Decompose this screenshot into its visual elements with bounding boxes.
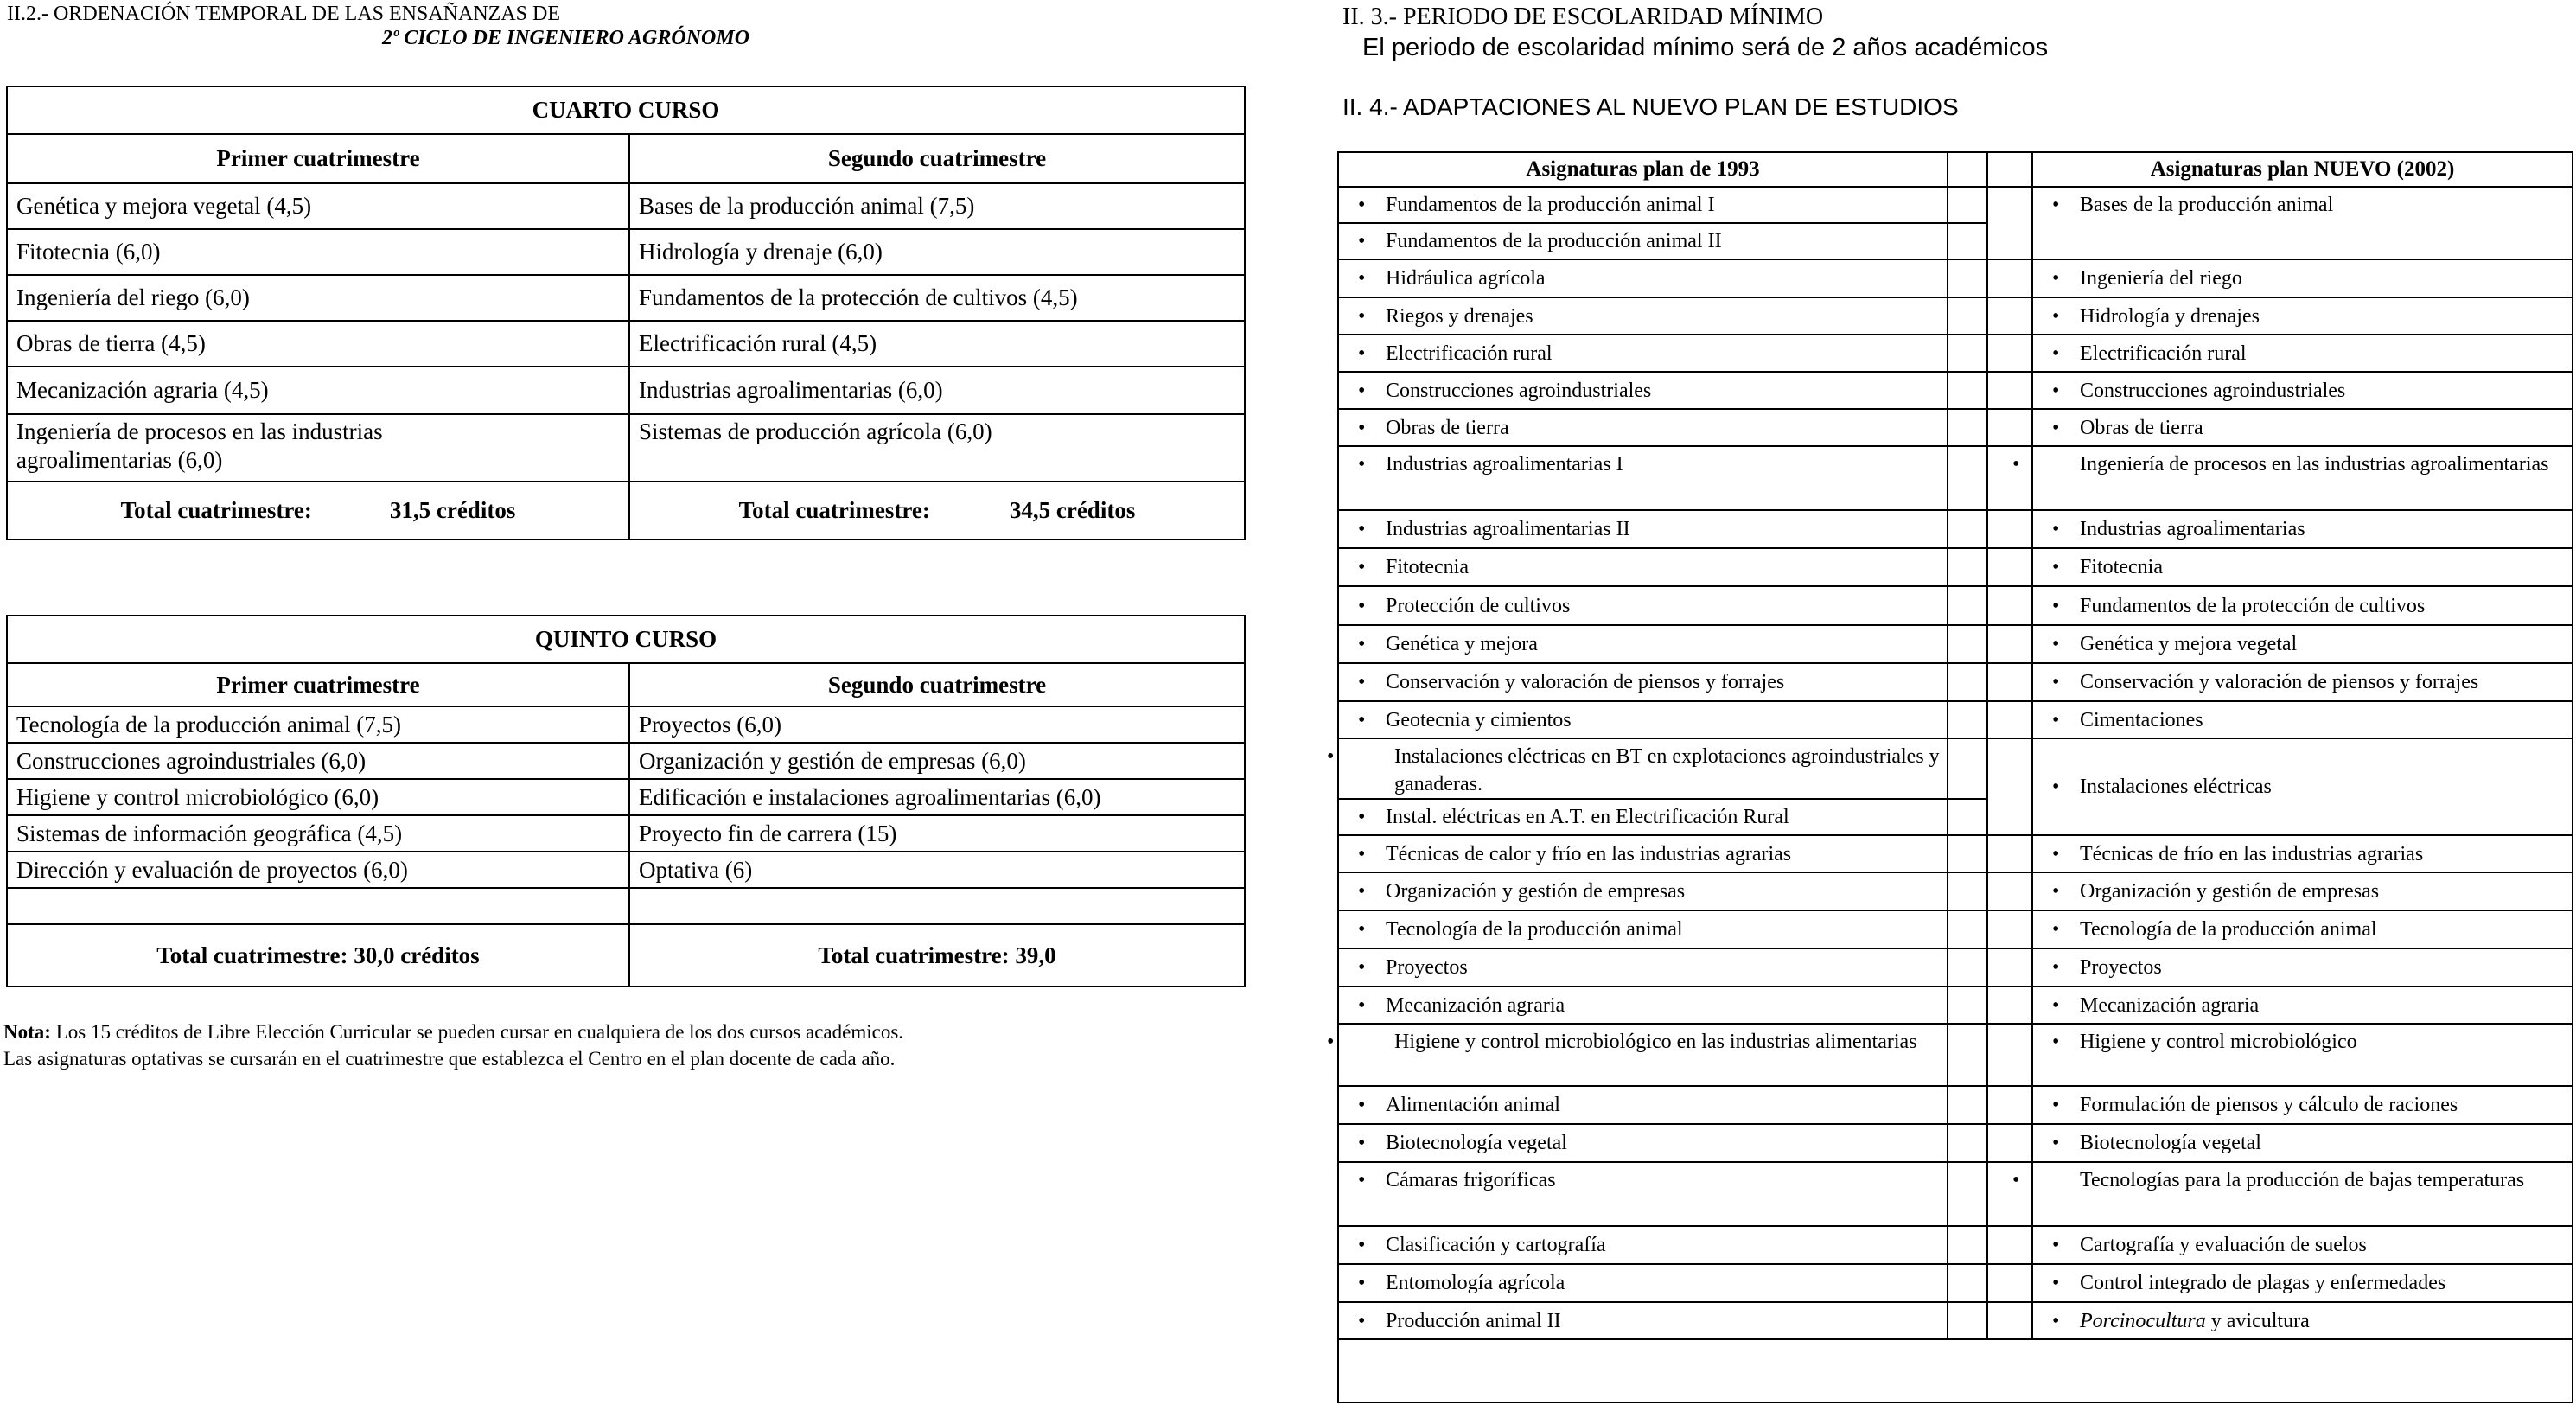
bullet-icon: • [1327,745,1335,768]
spacer-cell [1948,187,1987,223]
spacer-cell [1987,738,2032,835]
old-subject: • Electrificación rural [1338,335,1948,372]
spacer-cell [1987,1162,2032,1226]
table-cell: Higiene y control microbiológico (6,0) [7,779,629,815]
spacer-cell [1948,259,1987,297]
old-subject: • Genética y mejora [1338,625,1948,663]
old-subject: • Mecanización agraria [1338,987,1948,1024]
old-subject: • Cámaras frigoríficas [1338,1162,1948,1226]
spacer-cell [1948,910,1987,948]
section-number: II. 4.- [1342,93,1404,120]
table-cell: Ingeniería de procesos en las industrias agroalimentarias (6,0) [7,414,629,482]
new-subject: • Fitotecnia [2032,548,2573,586]
new-subject: • Ingeniería de procesos en las industrias agroalimentarias [2032,446,2573,510]
spacer-cell [1948,297,1987,335]
section-title-text: ADAPTACIONES AL NUEVO PLAN DE ESTUDIOS [1403,93,1959,120]
bullet-icon: • [1358,194,1366,216]
new-subject: • Biotecnología vegetal [2032,1124,2573,1162]
bullet-icon: • [2052,842,2060,865]
bullet-icon: • [1358,842,1366,865]
bullet-icon: • [2052,671,2060,693]
spacer-cell [1987,1302,2032,1339]
total-label: Total cuatrimestre: [120,497,312,523]
column-header: Primer cuatrimestre [7,134,629,183]
old-subject: • Conservación y valoración de piensos y forrajes [1338,663,1948,701]
table-cell: Hidrología y drenaje (6,0) [629,229,1245,275]
bullet-icon: • [1358,379,1366,402]
table-cell: Edificación e instalaciones agroalimentarias (6,0) [629,779,1245,815]
new-subject: • Control integrado de plagas y enfermedades [2032,1264,2573,1302]
bullet-icon: • [1327,1031,1335,1053]
spacer-cell [1948,1264,1987,1302]
old-subject: • Instal. eléctricas en A.T. en Electrificación Rural [1338,799,1948,835]
spacer-cell [1948,510,1987,548]
spacer-cell [1987,1264,2032,1302]
spacer-cell [1987,335,2032,372]
bullet-icon: • [2052,267,2060,290]
cuarto-curso-table [6,86,1246,540]
old-subject: • Alimentación animal [1338,1086,1948,1124]
total-cell: Total cuatrimestre: 39,0 [629,924,1245,987]
old-subject: • Organización y gestión de empresas [1338,872,1948,910]
old-subject: • Riegos y drenajes [1338,297,1948,335]
old-subject: • Fundamentos de la producción animal II [1338,223,1948,259]
spacer-cell [1987,1226,2032,1264]
old-subject: • Técnicas de calor y frío en las industrias agrarias [1338,835,1948,872]
spacer-cell [1987,510,2032,548]
bullet-icon: • [1358,993,1366,1017]
table-title: CUARTO CURSO [7,86,1245,134]
spacer-cell [1948,1162,1987,1226]
bullet-icon: • [2052,1094,2060,1116]
bullet-icon: • [1358,633,1366,655]
bullet-icon: • [1358,342,1366,365]
new-subject: • Proyectos [2032,948,2573,987]
bullet-icon: • [1358,918,1366,941]
column-header: Segundo cuatrimestre [629,134,1245,183]
spacer-cell [1987,187,2032,259]
table-cell: Electrificación rural (4,5) [629,321,1245,367]
bullet-icon: • [2052,194,2060,216]
spacer-cell [1987,586,2032,625]
total-cell: Total cuatrimestre: 30,0 créditos [7,924,629,987]
bullet-icon: • [1358,1309,1366,1332]
spacer-cell [1948,1124,1987,1162]
note-paragraph [3,1019,1300,1072]
spacer-cell [1987,872,2032,910]
column-header-old: Asignaturas plan de 1993 [1338,152,1948,187]
table-cell: Optativa (6) [629,852,1245,888]
spacer-cell [1987,152,2032,187]
bullet-icon: • [2052,342,2060,365]
bullet-icon: • [1358,1094,1366,1116]
bullet-icon: • [1358,556,1366,578]
old-subject: • Geotecnia y cimientos [1338,701,1948,738]
new-subject: • Instalaciones eléctricas [2032,738,2573,835]
note-label: Nota: [3,1021,51,1043]
right-column [1327,0,2576,1424]
spacer-cell [1948,372,1987,409]
spacer-cell [1987,948,2032,987]
bullet-icon: • [2052,880,2060,903]
spacer-cell [1948,409,1987,446]
new-subject: • Construcciones agroindustriales [2032,372,2573,409]
bullet-icon: • [1358,671,1366,693]
bullet-icon: • [2052,556,2060,578]
bullet-icon: • [1358,956,1366,979]
old-subject: • Entomología agrícola [1338,1264,1948,1302]
bullet-icon: • [2012,453,2020,476]
old-subject: • Industrias agroalimentarias II [1338,510,1948,548]
quinto-curso-table [6,615,1246,987]
new-subject: • Mecanización agraria [2032,987,2573,1024]
bullet-icon: • [1358,453,1366,476]
column-header: Primer cuatrimestre [7,663,629,706]
old-subject: • Biotecnología vegetal [1338,1124,1948,1162]
bullet-icon: • [1358,1132,1366,1154]
bullet-icon: • [2052,993,2060,1017]
empty-footer-row [1338,1339,2573,1402]
spacer-cell [1948,701,1987,738]
spacer-cell [1948,335,1987,372]
old-subject: • Obras de tierra [1338,409,1948,446]
spacer-cell [1987,446,2032,510]
adaptaciones-table [1327,151,2573,1403]
spacer-cell [1948,1086,1987,1124]
spacer-cell [1948,948,1987,987]
spacer-cell [1987,548,2032,586]
new-subject: • Cartografía y evaluación de suelos [2032,1226,2573,1264]
new-subject: • Industrias agroalimentarias [2032,510,2573,548]
bullet-icon: • [2052,416,2060,439]
bullet-icon: • [1358,230,1366,252]
bullet-icon: • [1358,267,1366,290]
spacer-cell [1948,1024,1987,1086]
table-cell: Ingeniería del riego (6,0) [7,275,629,321]
old-subject: • Hidráulica agrícola [1338,259,1948,297]
table-cell: Bases de la producción animal (7,5) [629,183,1245,229]
bullet-icon: • [2052,708,2060,731]
bullet-icon: • [2052,1272,2060,1294]
bullet-icon: • [2012,1169,2020,1191]
table-cell: Mecanización agraria (4,5) [7,367,629,414]
spacer-cell [1948,548,1987,586]
bullet-icon: • [1358,1234,1366,1256]
table-cell: Proyectos (6,0) [629,706,1245,743]
spacer-cell [1987,663,2032,701]
spacer-cell [1948,738,1987,799]
table-title: QUINTO CURSO [7,616,1245,663]
table-cell-empty [7,888,629,924]
table-cell: Proyecto fin de carrera (15) [629,815,1245,852]
section-title-text: PERIODO DE ESCOLARIDAD MÍNIMO [1402,3,1824,30]
escolaridad-text: El periodo de escolaridad mínimo será de 2 años académicos [1362,34,2049,61]
new-subject: • Electrificación rural [2032,335,2573,372]
total-cell [7,482,629,540]
section-number: II. 3.- [1342,3,1403,30]
bullet-icon: • [1358,708,1366,731]
spacer-cell [1948,872,1987,910]
total-value: 31,5 créditos [389,497,516,523]
old-subject: • Construcciones agroindustriales [1338,372,1948,409]
new-subject: • Hidrología y drenajes [2032,297,2573,335]
old-subject: • Tecnología de la producción animal [1338,910,1948,948]
section-subheading-ciclo: 2º CICLO DE INGENIERO AGRÓNOMO [382,27,750,49]
new-subject: • Técnicas de frío en las industrias agrarias [2032,835,2573,872]
spacer-cell [1987,259,2032,297]
old-subject: • Fundamentos de la producción animal I [1338,187,1948,223]
new-subject: • Conservación y valoración de piensos y forrajes [2032,663,2573,701]
note-line-1: Los 15 créditos de Libre Elección Curricular se pueden cursar en cualquiera de los dos cursos académicos. [50,1021,904,1043]
bullet-icon: • [2052,518,2060,540]
new-subject: • Organización y gestión de empresas [2032,872,2573,910]
section-heading-adaptaciones [1342,93,1959,121]
old-subject: • Industrias agroalimentarias I [1338,446,1948,510]
table-cell: Sistemas de información geográfica (4,5) [7,815,629,852]
spacer-cell [1987,1124,2032,1162]
spacer-cell [1987,1086,2032,1124]
old-subject: • Clasificación y cartografía [1338,1226,1948,1264]
spacer-cell [1948,799,1987,835]
spacer-cell [1948,835,1987,872]
bullet-icon: • [2052,1309,2060,1332]
spacer-cell [1987,910,2032,948]
new-subject: • Ingeniería del riego [2032,259,2573,297]
table-cell: Industrias agroalimentarias (6,0) [629,367,1245,414]
bullet-icon: • [2052,1132,2060,1154]
old-subject: • Proyectos [1338,948,1948,987]
bullet-icon: • [2052,304,2060,328]
bullet-icon: • [2052,379,2060,402]
old-subject: • Protección de cultivos [1338,586,1948,625]
column-header-new: Asignaturas plan NUEVO (2002) [2032,152,2573,187]
spacer-cell [1948,446,1987,510]
table-cell: Sistemas de producción agrícola (6,0) [629,414,1245,482]
spacer-cell [1987,701,2032,738]
spacer-cell [1948,1302,1987,1339]
table-cell: Fundamentos de la protección de cultivos (4,5) [629,275,1245,321]
spacer-cell [1948,586,1987,625]
section-heading-ordenacion: II.2.- ORDENACIÓN TEMPORAL DE LAS ENSAÑANZAS DE [7,3,560,25]
table-cell: Fitotecnia (6,0) [7,229,629,275]
new-subject: • Cimentaciones [2032,701,2573,738]
spacer-cell [1987,297,2032,335]
spacer-cell [1987,625,2032,663]
note-line-2: Las asignaturas optativas se cursarán en el cuatrimestre que establezca el Centro en el plan docente de cada año. [3,1048,896,1070]
old-subject: • Instalaciones eléctricas en BT en explotaciones agroindustriales y ganaderas. [1338,738,1948,799]
spacer-cell [1948,625,1987,663]
column-header: Segundo cuatrimestre [629,663,1245,706]
bullet-icon: • [1358,1169,1366,1191]
bullet-icon: • [1358,416,1366,439]
spacer-cell [1948,223,1987,259]
new-subject: • Obras de tierra [2032,409,2573,446]
bullet-icon: • [1358,518,1366,540]
spacer-cell [1948,152,1987,187]
bullet-icon: • [1358,594,1366,617]
table-cell: Construcciones agroindustriales (6,0) [7,743,629,779]
bullet-icon: • [1358,806,1366,828]
table-cell: Genética y mejora vegetal (4,5) [7,183,629,229]
bullet-icon: • [1358,880,1366,903]
total-label: Total cuatrimestre: [738,497,930,523]
old-subject: • Fitotecnia [1338,548,1948,586]
bullet-icon: • [2052,1031,2060,1053]
new-subject: • Tecnologías para la producción de bajas temperaturas [2032,1162,2573,1226]
bullet-icon: • [2052,633,2060,655]
new-subject: • Higiene y control microbiológico [2032,1024,2573,1086]
spacer-cell [1987,835,2032,872]
bullet-icon: • [1358,1272,1366,1294]
bullet-icon: • [2052,918,2060,941]
spacer-cell [1987,987,2032,1024]
spacer-cell [1987,409,2032,446]
spacer-cell [1948,1226,1987,1264]
section-heading-escolaridad [1342,3,1823,31]
table-cell: Organización y gestión de empresas (6,0) [629,743,1245,779]
table-cell-empty [629,888,1245,924]
bullet-icon: • [2052,776,2060,798]
new-subject: • Bases de la producción animal [2032,187,2573,259]
new-subject: • Tecnología de la producción animal [2032,910,2573,948]
total-cell [629,482,1245,540]
bullet-icon: • [2052,1234,2060,1256]
total-value: 34,5 créditos [1009,497,1136,523]
table-cell: Tecnología de la producción animal (7,5) [7,706,629,743]
new-subject: • Formulación de piensos y cálculo de raciones [2032,1086,2573,1124]
table-cell: Dirección y evaluación de proyectos (6,0) [7,852,629,888]
bullet-icon: • [1358,304,1366,328]
bullet-icon: • [2052,594,2060,617]
spacer-cell [1987,1024,2032,1086]
new-subject: • Fundamentos de la protección de cultivos [2032,586,2573,625]
old-subject: • Producción animal II [1338,1302,1948,1339]
table-cell: Obras de tierra (4,5) [7,321,629,367]
bullet-icon: • [2052,956,2060,979]
spacer-cell [1948,987,1987,1024]
old-subject: • Higiene y control microbiológico en las industrias alimentarias [1338,1024,1948,1086]
spacer-cell [1948,663,1987,701]
spacer-cell [1987,372,2032,409]
new-subject: • Genética y mejora vegetal [2032,625,2573,663]
new-subject: • Porcinocultura y avicultura [2032,1302,2573,1339]
